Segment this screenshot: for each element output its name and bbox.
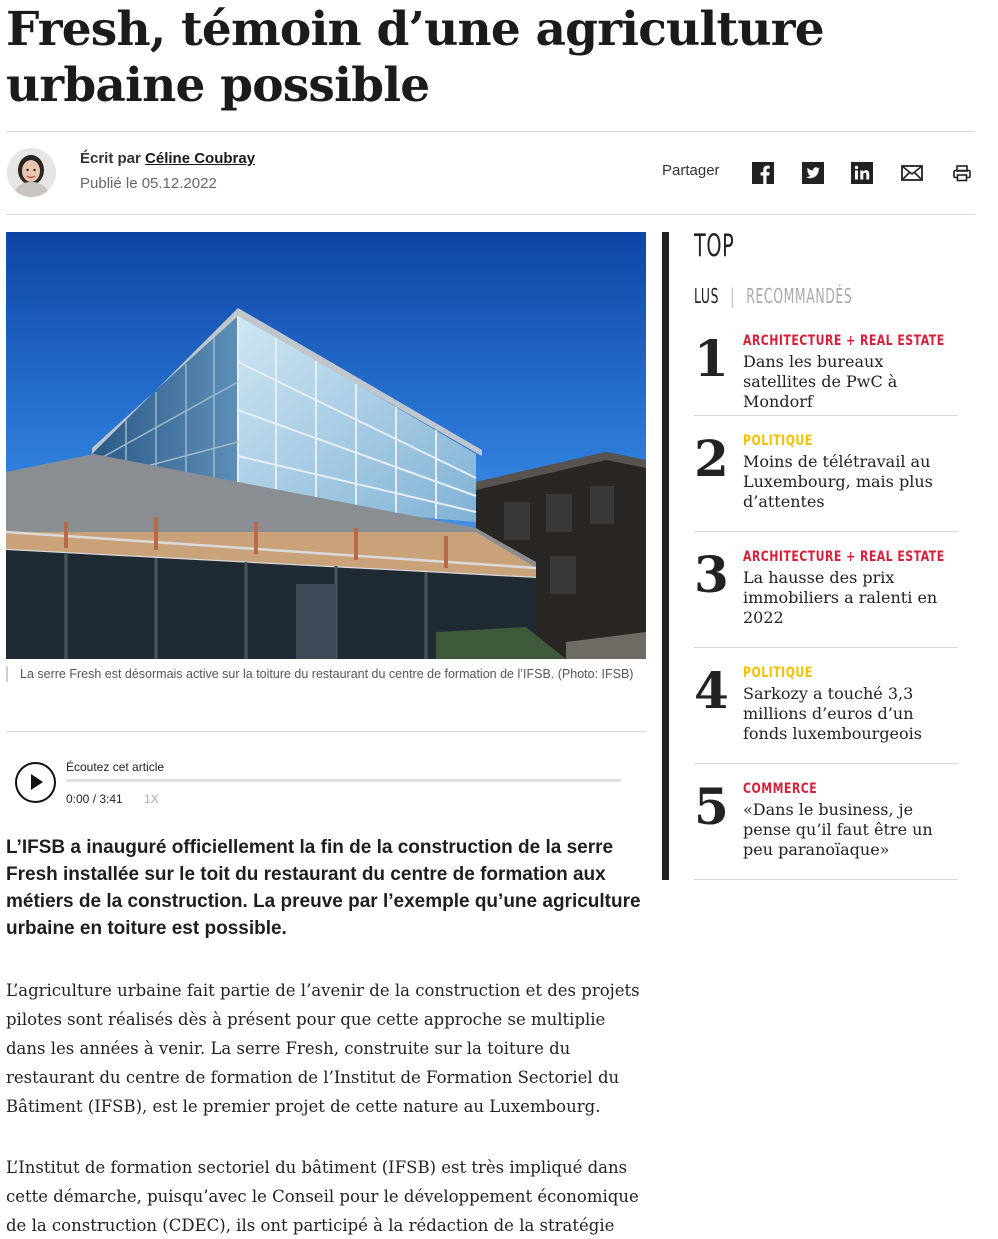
top-article-item[interactable] (694, 661, 958, 764)
top-headline[interactable]: Sarkozy a touché 3,3 millions d’euros d’un fonds luxembourgeois (743, 684, 922, 743)
publish-date: Publié le 05.12.2022 (80, 175, 217, 192)
mail-icon[interactable] (900, 161, 924, 185)
photo-caption: La serre Fresh est désormais active sur la toiture du restaurant du centre de formation de l’IFSB. (Photo: IFSB) (6, 666, 646, 682)
article-paragraph: L’Institut de formation sectoriel du bâtiment (IFSB) est très impliqué dans cette démarche, puisqu’avec le Conseil pour le développement économique de la construction (CDEC), ils ont participé à la rédaction de la stratégie (6, 1158, 639, 1235)
top-rank-number: 5 (694, 777, 729, 836)
print-icon[interactable] (950, 161, 974, 185)
article-photo (6, 232, 646, 659)
top-headline[interactable]: La hausse des prix immobiliers a ralenti en 2022 (743, 568, 938, 627)
audio-progress-bar[interactable] (66, 779, 621, 782)
tab-separator: | (730, 284, 736, 308)
author-byline (80, 150, 255, 167)
article-lead: L’IFSB a inauguré officiellement la fin de la construction de la serre Fresh installée sur le toit du restaurant du centre de formation aux métiers de la construction. La preuve par l’exemple qu’une agriculture urbaine en toiture est possible. (6, 837, 641, 939)
share-label: Partager (662, 162, 720, 179)
top-category: COMMERCE (743, 781, 818, 797)
top-headline[interactable]: «Dans le business, je pense qu’il faut être un peu paranoïaque» (743, 800, 933, 859)
top-category: POLITIQUE (743, 433, 813, 449)
linkedin-icon[interactable] (850, 161, 874, 185)
sidebar-title: TOP (694, 228, 735, 264)
top-category: ARCHITECTURE + REAL ESTATE (743, 333, 945, 349)
top-article-item[interactable] (694, 777, 958, 880)
top-rank-number: 1 (694, 329, 729, 388)
twitter-icon[interactable] (801, 161, 825, 185)
caption-divider (6, 731, 646, 732)
top-category: POLITIQUE (743, 665, 813, 681)
top-category: ARCHITECTURE + REAL ESTATE (743, 549, 945, 565)
author-avatar[interactable] (7, 148, 56, 197)
byline-divider (6, 214, 975, 215)
tab-recommandes[interactable]: RECOMMANDÉS (746, 284, 853, 308)
audio-time: 0:00 / 3:41 (66, 792, 123, 806)
byline-prefix: Écrit par (80, 150, 141, 167)
article-paragraph: L’agriculture urbaine fait partie de l’avenir de la construction et des projets pilotes sont réalisés dès à présent pour que cette approche se multiplie dans les années à venir. La serre Fresh, construite sur la toiture du restaurant du centre de formation de l’Institut de Formation Sectoriel du Bâtiment (IFSB), est le premier projet de cette nature au Luxembourg. (6, 981, 640, 1116)
playback-speed-button[interactable]: 1X (144, 792, 159, 806)
facebook-icon[interactable] (751, 161, 775, 185)
audio-label: Écoutez cet article (66, 760, 165, 774)
top-article-item[interactable] (694, 429, 958, 532)
audio-player (6, 740, 646, 810)
top-rank-number: 4 (694, 661, 729, 720)
author-link[interactable]: Céline Coubray (145, 150, 256, 167)
top-rank-number: 2 (694, 429, 729, 488)
sidebar-tabs (694, 284, 852, 308)
header-divider (6, 131, 975, 132)
sidebar-accent-bar (662, 232, 669, 880)
tab-lus[interactable]: LUS (694, 284, 720, 308)
top-rank-number: 3 (694, 545, 729, 604)
top-headline[interactable]: Dans les bureaux satellites de PwC à Mondorf (743, 352, 898, 411)
top-article-item[interactable] (694, 545, 958, 648)
top-headline[interactable]: Moins de télétravail au Luxembourg, mais plus d’attentes (743, 452, 933, 511)
article-title: Fresh, témoin d’une agriculture urbaine possible (6, 2, 824, 113)
play-icon[interactable] (15, 762, 56, 803)
top-article-item[interactable] (694, 329, 958, 416)
